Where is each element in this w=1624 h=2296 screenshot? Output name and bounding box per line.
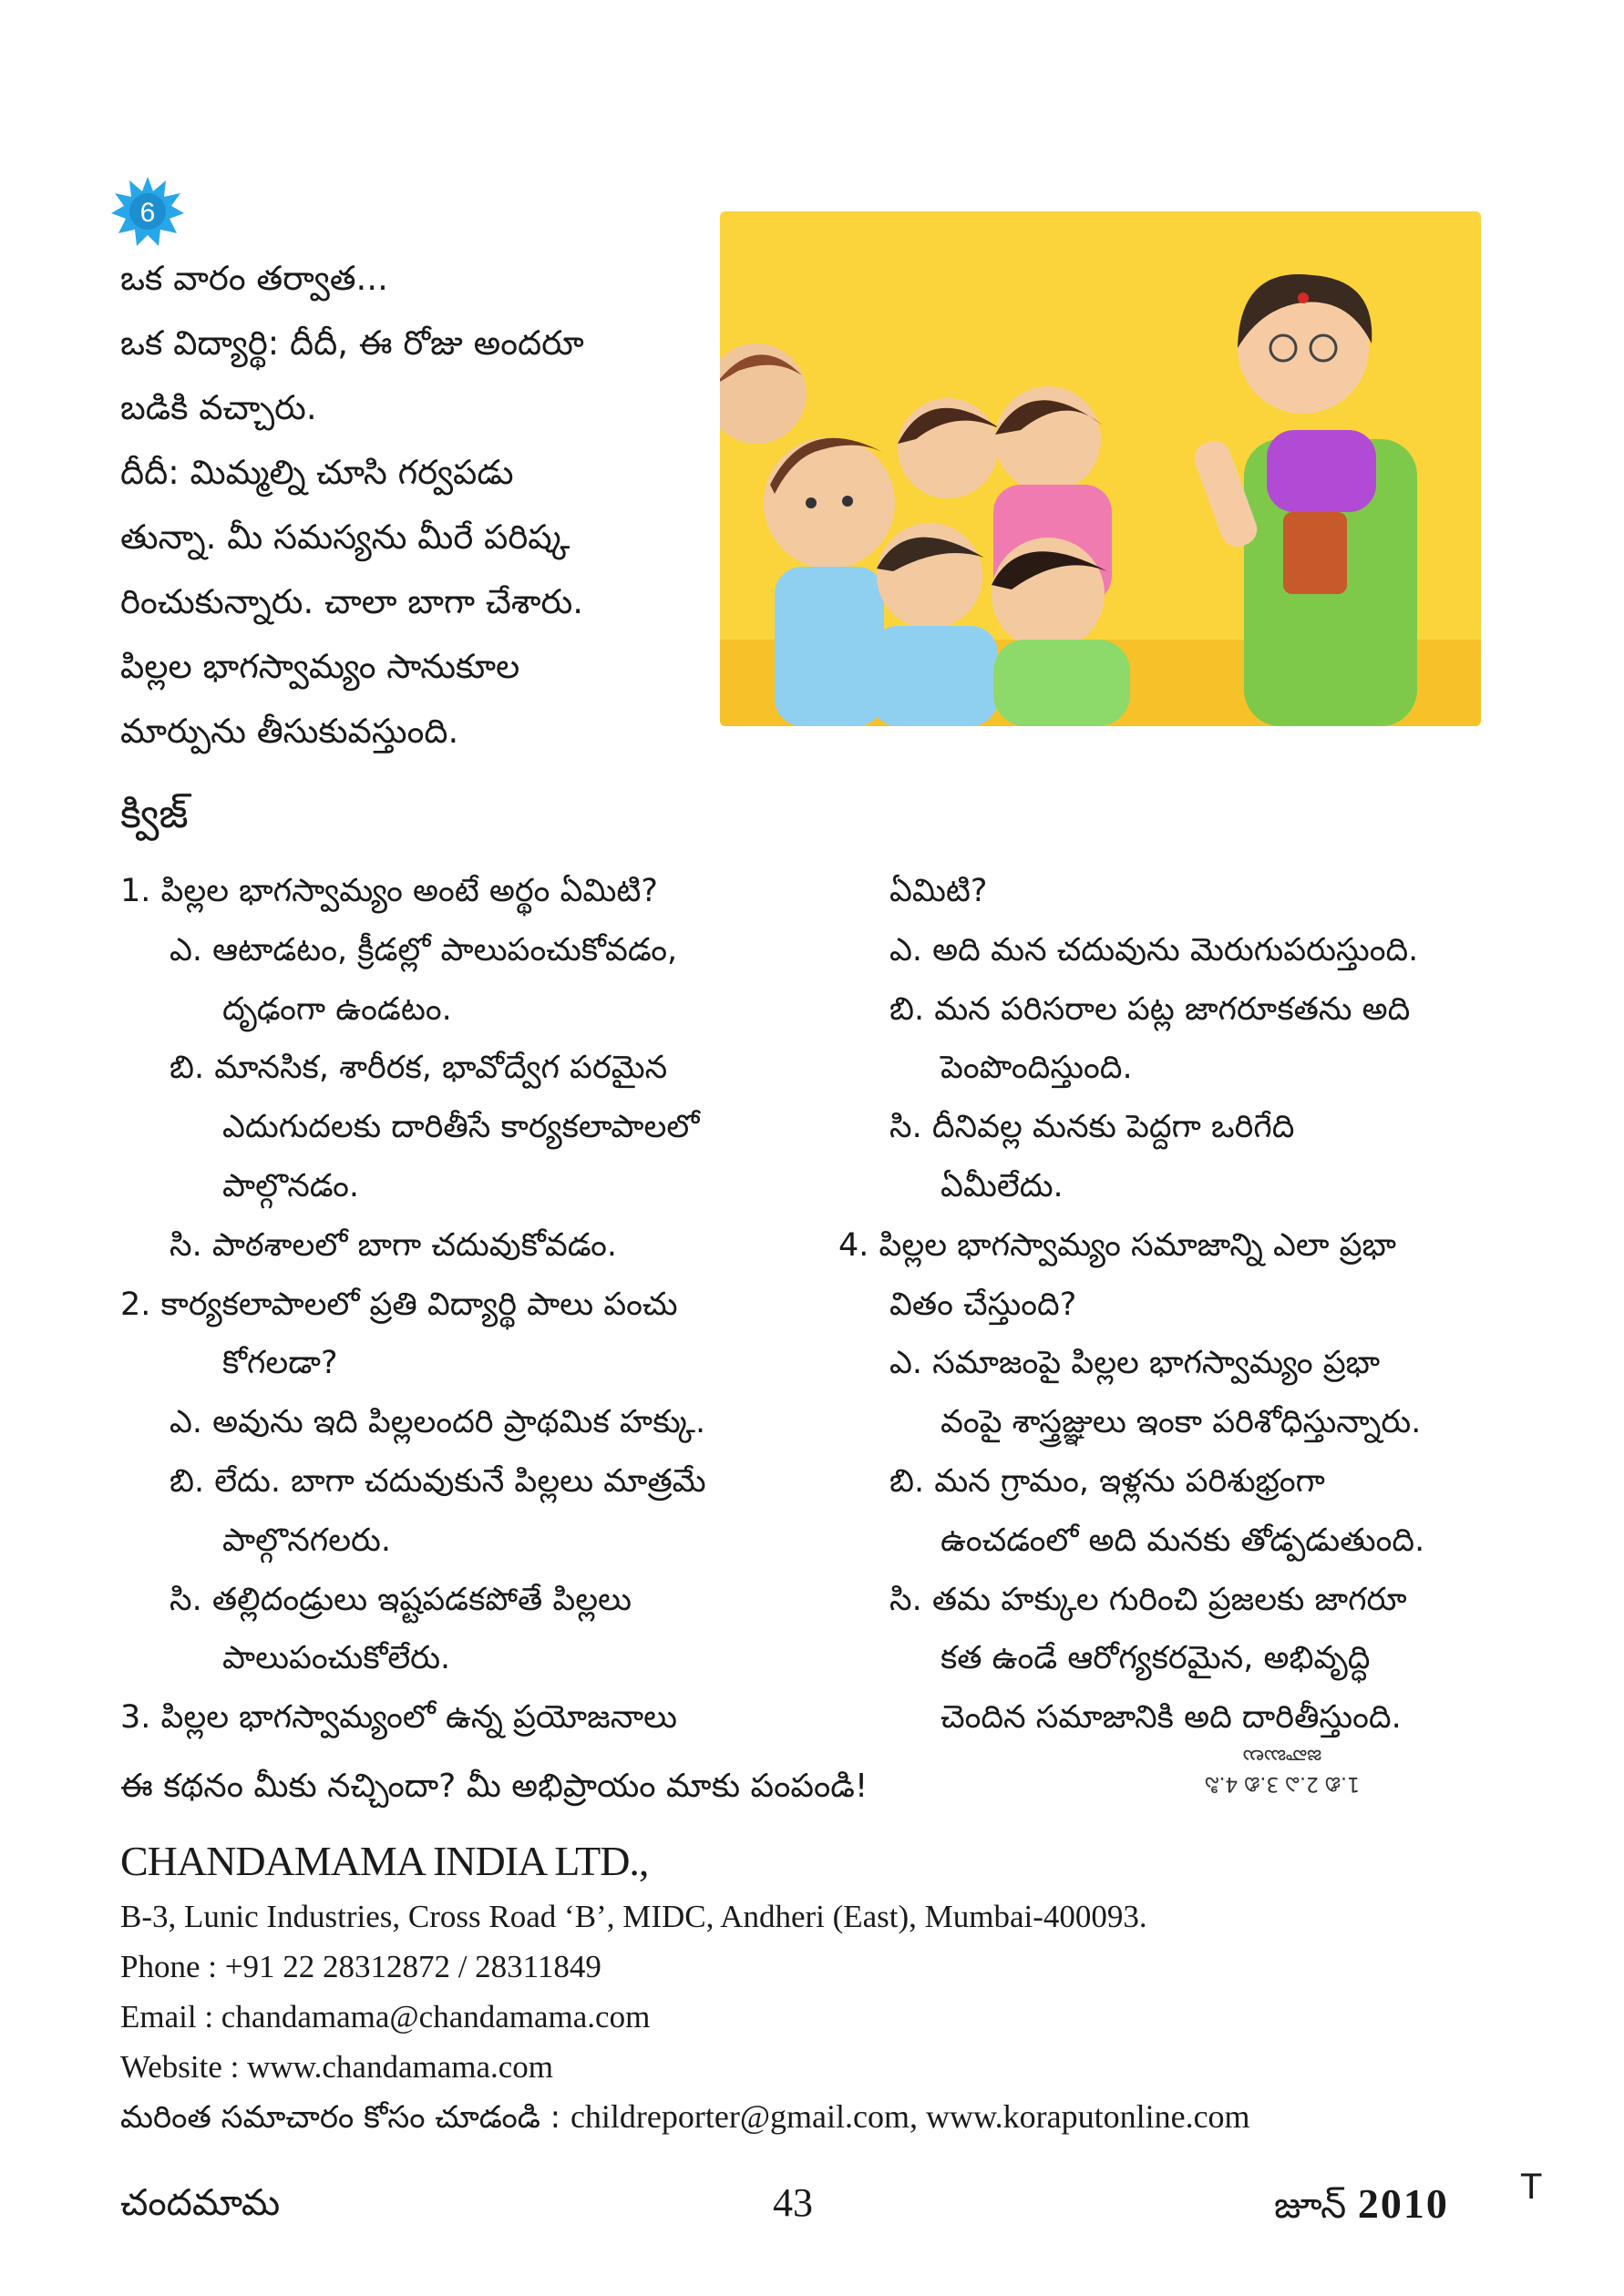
quiz-line: సి. తమ హక్కుల గురించి ప్రజలకు జాగరూ xyxy=(889,1581,1407,1618)
quiz-line: దృఢంగా ఉండటం. xyxy=(222,990,452,1028)
quiz-line: 4. పిల్లల భాగస్వామ్యం సమాజాన్ని ఎలా ప్రభా xyxy=(838,1226,1397,1264)
quiz-line: కత ఉండే ఆరోగ్యకరమైన, అభివృద్ధి xyxy=(940,1640,1371,1677)
badge-number: 6 xyxy=(139,198,156,228)
quiz-line: సి. పాఠశాలలో బాగా చదువుకోవడం. xyxy=(170,1226,617,1264)
issue-month: జూన్ xyxy=(1274,2185,1347,2227)
quiz-line: ఏమిటి? xyxy=(889,873,988,909)
quiz-line: వితం చేస్తుంది? xyxy=(889,1286,1077,1323)
quiz-line: సి. దీనివల్ల మనకు పెద్దగా ఒరిగేది xyxy=(889,1109,1295,1146)
story-line: మార్పును తీసుకువస్తుంది. xyxy=(120,712,459,751)
quiz-line: బి. మన గ్రామం, ఇళ్లను పరిశుభ్రంగా xyxy=(889,1462,1325,1500)
quiz-line: 3. పిల్లల భాగస్వామ్యంలో ఉన్న ప్రయోజనాలు xyxy=(120,1699,678,1737)
quiz-line: చెందిన సమాజానికి అది దారితీస్తుంది. xyxy=(940,1699,1402,1737)
quiz-line: సి. తల్లిదండ్రులు ఇష్టపడకపోతే పిల్లలు xyxy=(170,1581,632,1618)
quiz-line: పాలుపంచుకోలేరు. xyxy=(222,1640,451,1677)
magazine-name: చందమామ xyxy=(120,2182,281,2224)
quiz-line: 2. కార్యకలాపాలలో ప్రతి విద్యార్థి పాలు పంచు xyxy=(120,1286,678,1323)
page-number-badge xyxy=(111,175,184,248)
story-line: తున్నా. మీ సమస్యను మీరే పరిష్క xyxy=(120,518,570,557)
issue-date xyxy=(1274,2179,1449,2236)
feedback-prompt: ఈ కథనం మీకు నచ్చిందా? మీ అభిప్రాయం మాకు పంపండి! xyxy=(120,1768,869,1805)
issue-year: 2010 xyxy=(1357,2180,1449,2227)
quiz-right-column xyxy=(838,862,1531,1748)
story-line: ఒక వారం తర్వాత... xyxy=(120,259,388,298)
more-info-links[interactable]: childreporter@gmail.com, www.koraputonline.com xyxy=(570,2098,1250,2135)
quiz-line: ఎ. ఆటాడటం, క్రీడల్లో పాలుపంచుకోవడం, xyxy=(170,931,678,969)
quiz-line: పెంపొందిస్తుంది. xyxy=(940,1050,1133,1087)
company-phone: Phone : +91 22 28312872 / 28311849 xyxy=(120,1949,601,1984)
company-address: B-3, Lunic Industries, Cross Road ‘B’, MIDC, Andheri (East), Mumbai-400093. xyxy=(120,1899,1147,1934)
story-line: బడికి వచ్చారు. xyxy=(120,388,317,427)
quiz-line: ఎ. అది మన చదువును మెరుగుపరుస్తుంది. xyxy=(889,931,1419,969)
quiz-line: ఉంచడంలో అది మనకు తోడ్పడుతుంది. xyxy=(940,1522,1425,1559)
company-website[interactable]: Website : www.chandamama.com xyxy=(120,2049,554,2085)
story-line: ఒక విద్యార్థి: దీదీ, ఈ రోజు అందరూ xyxy=(120,323,584,363)
more-info xyxy=(120,2097,1250,2143)
quiz-line: పాల్గొనగలరు. xyxy=(222,1522,392,1559)
story-line: రించుకున్నారు. చాలా బాగా చేశారు. xyxy=(120,582,584,621)
quiz-line: 1. పిల్లల భాగస్వామ్యం అంటే అర్థం ఏమిటి? xyxy=(120,873,659,909)
company-contact xyxy=(120,1891,1147,2092)
quiz-line: కోగలడా? xyxy=(222,1345,338,1382)
story-text xyxy=(120,246,704,764)
quiz-line: పాల్గొనడం. xyxy=(222,1167,360,1204)
company-name: CHANDAMAMA INDIA LTD., xyxy=(120,1838,649,1884)
quiz-line: ఎదుగుదలకు దారితీసే కార్యకలాపాలలో xyxy=(222,1109,700,1146)
answers-values: 1.బి 2.ఎ 3.బి 4.సి xyxy=(1205,1772,1360,1795)
quiz-line: ఎ. సమాజంపై పిల్లల భాగస్వామ్యం ప్రభా xyxy=(889,1345,1381,1382)
quiz-line: బి. మన పరిసరాల పట్ల జాగరూకతను అది xyxy=(889,990,1411,1028)
quiz-title: క్విజ్ xyxy=(120,791,189,837)
quiz-line: వంపై శాస్త్రజ్ఞులు ఇంకా పరిశోధిస్తున్నారు. xyxy=(940,1404,1422,1441)
quiz-line: బి. మానసిక, శారీరక, భావోద్వేగ పరమైన xyxy=(170,1050,668,1087)
company-email[interactable]: Email : chandamama@chandamama.com xyxy=(120,1999,651,2035)
quiz-line: బి. లేదు. బాగా చదువుకునే పిల్లలు మాత్రమే xyxy=(170,1462,706,1500)
page-number: 43 xyxy=(773,2180,813,2225)
starburst-icon xyxy=(111,175,184,248)
more-info-label: మరింత సమాచారం కోసం చూడండి : xyxy=(120,2099,570,2136)
answers-label: జవాబులు xyxy=(1242,1745,1322,1768)
story-line: పిల్లల భాగస్వామ్యం సానుకూల xyxy=(120,647,520,686)
quiz-answers xyxy=(1205,1742,1360,1797)
quiz-line: ఏమీలేదు. xyxy=(940,1167,1064,1204)
quiz-left-column xyxy=(120,862,813,1748)
edition-mark: T xyxy=(1520,2167,1543,2207)
story-line: దీదీ: మిమ్మల్ని చూసి గర్వపడు xyxy=(120,453,514,492)
teacher-with-children-illustration xyxy=(720,211,1481,726)
quiz-line: ఎ. అవును ఇది పిల్లలందరి ప్రాథమిక హక్కు. xyxy=(170,1404,706,1441)
